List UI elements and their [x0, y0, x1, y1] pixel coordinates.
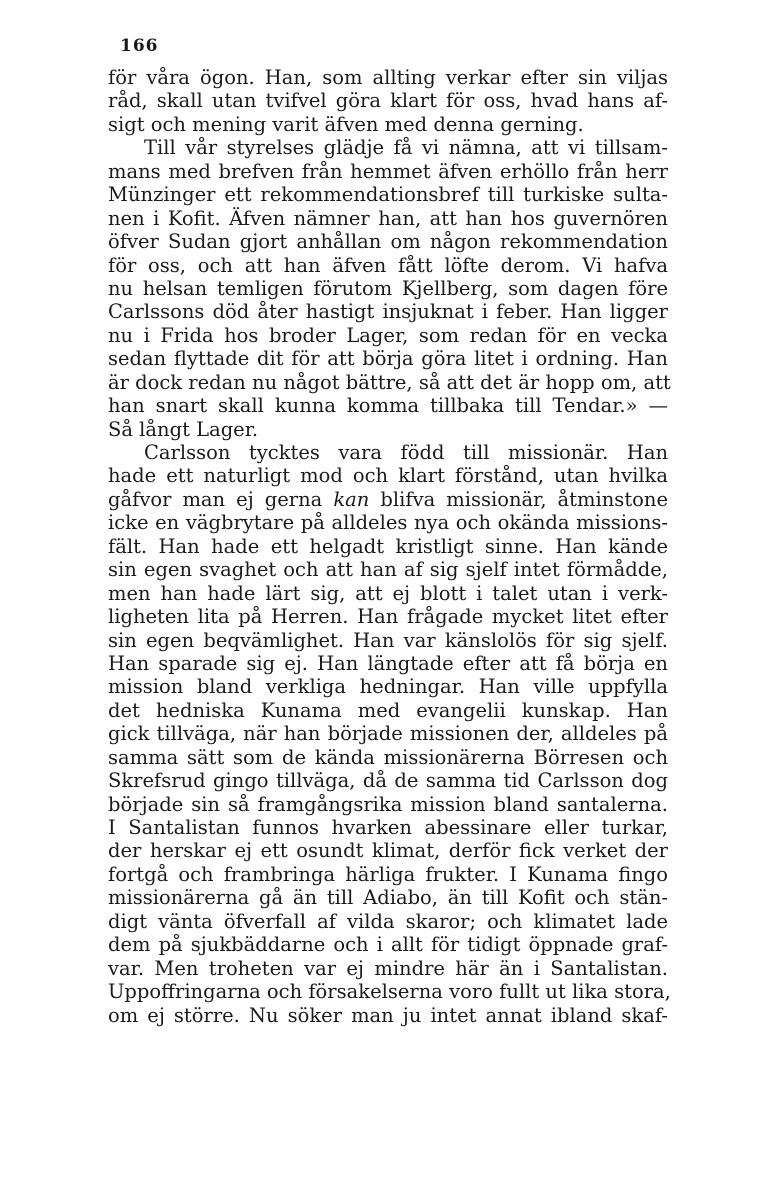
- text-line: det hedniska Kunama med evangelii kunskap. Han: [108, 698, 668, 722]
- text-line: der herskar ej ett osundt klimat, derför fick verket der: [108, 839, 668, 863]
- text-line: råd, skall utan tvifvel göra klart för oss, hvad hans af-: [108, 89, 668, 113]
- text-line: fält. Han hade ett helgadt kristligt sinne. Han kände: [108, 534, 668, 558]
- text-line: Uppoffringarna och försakelserna voro fullt ut lika stora,: [108, 980, 671, 1004]
- text-line: mans med brefven från hemmet äfven erhöllo från herr: [108, 159, 668, 183]
- text-line: sin egen svaghet och att han af sig sjelf intet förmådde,: [108, 558, 668, 582]
- text-line: nu helsan temligen förutom Kjellberg, som dagen före: [108, 276, 668, 300]
- text-line: nu i Frida hos broder Lager, som redan för en vecka: [108, 323, 668, 347]
- text-line: för oss, och att han äfven fått löfte derom. Vi hafva: [108, 253, 668, 277]
- text-line: började sin så framgångsrika mission bland santalerna.: [108, 792, 668, 816]
- text-line: dem på sjukbäddarne och i allt för tidigt öppnade graf-: [108, 933, 668, 957]
- text-line: Carlssons död åter hastigt insjuknat i feber. Han ligger: [108, 300, 668, 324]
- text-line: sin egen beqvämlighet. Han var känslolös för sig sjelf.: [108, 628, 668, 652]
- text-line: är dock redan nu något bättre, så att det är hopp om, att: [108, 370, 671, 394]
- text-line: öfver Sudan gjort anhållan om någon rekommendation: [108, 230, 668, 254]
- text-line: Han sparade sig ej. Han längtade efter att få börja en: [108, 651, 668, 675]
- text-line: Münzinger ett rekommendationsbref till turkiske sulta-: [108, 183, 668, 207]
- text-line: icke en vägbrytare på alldeles nya och okända missions-: [108, 511, 668, 535]
- text-line: för våra ögon. Han, som allting verkar efter sin viljas: [108, 66, 668, 89]
- text-line: sigt och mening varit äfven med denna gerning.: [108, 112, 584, 136]
- text-line: Till vår styrelses glädje få vi nämna, att vi tillsam-: [144, 136, 668, 160]
- text-line: I Santalistan funnos hvarken abessinare eller turkar,: [108, 816, 668, 839]
- text-line: han snart skall kunna komma tillbaka till Tendar.» —: [108, 394, 668, 418]
- text-line: ligheten lita på Herren. Han frågade mycket litet efter: [108, 605, 668, 629]
- text-line: digt vänta öfverfall af vilda skaror; och klimatet lade: [108, 909, 668, 933]
- text-line: Skrefsrud gingo tillväga, då de samma tid Carlsson dog: [108, 769, 668, 793]
- text-line: sedan flyttade dit för att börja göra litet i ordning. Han: [108, 347, 668, 371]
- page-number: 166: [120, 36, 159, 56]
- text-line: gåfvor man ej gerna kan blifva missionär, åtminstone: [108, 487, 668, 511]
- text-line: men han hade lärt sig, att ej blott i talet utan i verk-: [108, 581, 668, 605]
- text-line: Så långt Lager.: [108, 417, 259, 441]
- text-line: gick tillväga, när han började missionen der, alldeles på: [108, 722, 668, 746]
- text-line: nen i Kofit. Äfven nämner han, att han hos guvernören: [108, 206, 668, 230]
- text-line: mission bland verkliga hedningar. Han ville uppfylla: [108, 675, 668, 699]
- text-line: om ej större. Nu söker man ju intet annat ibland skaf-: [108, 1003, 668, 1027]
- text-line: var. Men troheten var ej mindre här än i Santalistan.: [108, 956, 668, 980]
- text-line: hade ett naturligt mod och klart förstånd, utan hvilka: [108, 464, 668, 488]
- emphasis-word: kan: [333, 487, 370, 511]
- text-line: Carlsson tycktes vara född till missionär. Han: [144, 441, 668, 464]
- body-text: [108, 66, 671, 1027]
- text-line: fortgå och frambringa härliga frukter. I Kunama fingo: [108, 862, 668, 886]
- text-line: samma sätt som de kända missionärerna Börresen och: [108, 745, 668, 769]
- text-line: missionärerna gå än till Adiabo, än till Kofit och stän-: [108, 886, 668, 910]
